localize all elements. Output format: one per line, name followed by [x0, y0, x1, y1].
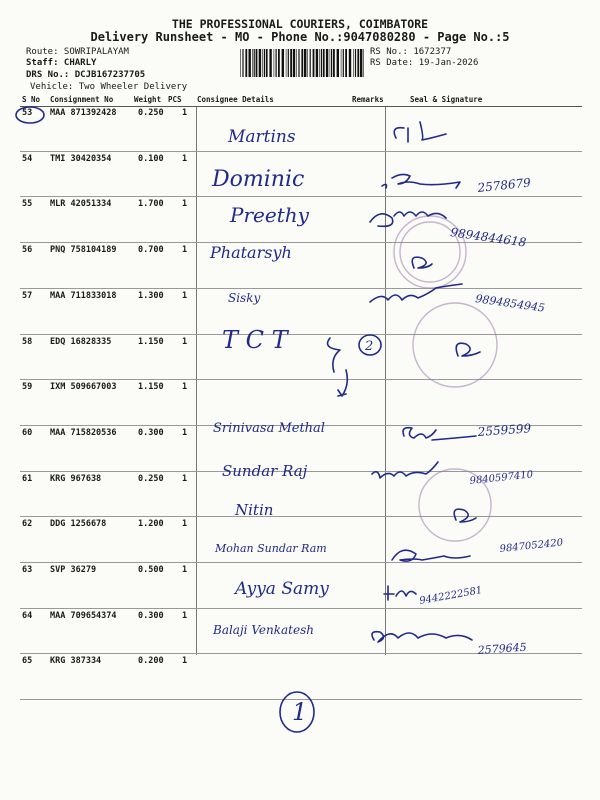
- cell-pcs: 1: [182, 290, 188, 301]
- staff-label: Staff: CHARLY: [26, 58, 97, 68]
- runsheet-subtitle: Delivery Runsheet - MO - Phone No.:9047080280 - Page No.:5: [90, 30, 510, 44]
- col-pcs: PCS: [168, 95, 182, 104]
- handwritten-phone: 2578679: [476, 175, 532, 195]
- cell-sno: 65: [22, 656, 33, 667]
- handwritten-name: T C T: [222, 326, 288, 354]
- handwritten-name: Dominic: [212, 167, 305, 192]
- col-remarks: Remarks: [352, 95, 384, 104]
- route-label: Route: SOWRIPALAYAM: [26, 47, 129, 57]
- handwritten-phone: 9840597410: [469, 469, 534, 487]
- cell-pcs: 1: [182, 610, 188, 621]
- cell-pcs: 1: [182, 153, 188, 164]
- handwritten-name: Ayya Samy: [235, 579, 329, 599]
- cell-pcs: 1: [182, 245, 188, 256]
- signature-scribbles: [328, 122, 480, 642]
- col-consignment: Consignment No: [50, 95, 114, 104]
- cell-weight: 0.500: [138, 565, 164, 575]
- cell-consignment: SVP 36279: [50, 565, 97, 575]
- handwritten-name: Sundar Raj: [222, 462, 308, 480]
- cell-weight: 0.700: [138, 245, 164, 256]
- cell-sno: 57: [22, 290, 33, 301]
- cell-weight: 1.150: [138, 382, 164, 393]
- handwritten-name: Phatarsyh: [210, 243, 292, 262]
- cell-weight: 0.250: [138, 473, 164, 484]
- handwritten-name: Nitin: [235, 501, 274, 519]
- handwritten-page-number: 1: [292, 698, 308, 726]
- cell-sno: 60: [22, 427, 33, 438]
- vehicle-label: Vehicle: Two Wheeler Delivery: [30, 82, 188, 92]
- handwritten-name: Mohan Sundar Ram: [215, 542, 327, 555]
- cell-consignment: MLR 42051334: [50, 199, 112, 210]
- cell-consignment: DDG 1256678: [50, 519, 107, 530]
- cell-pcs: 1: [182, 427, 188, 438]
- handwritten-phone: 9847052420: [499, 537, 564, 555]
- handwritten-phone: 2579645: [477, 640, 528, 657]
- circle-mark: [16, 107, 44, 123]
- cell-weight: 1.300: [138, 290, 164, 301]
- cell-consignment: KRG 967638: [50, 473, 102, 484]
- cell-pcs: 1: [182, 656, 188, 667]
- drs-label: DRS No.: DCJB167237705: [26, 70, 146, 80]
- cell-consignment: MAA 711833018: [50, 290, 117, 301]
- cell-sno: 63: [22, 565, 33, 575]
- handwritten-phone: 9442222581: [418, 585, 484, 607]
- cell-weight: 0.100: [138, 153, 164, 164]
- cell-consignment: EDQ 16828335: [50, 336, 112, 347]
- cell-pcs: 1: [182, 336, 188, 347]
- cell-sno: 56: [22, 245, 33, 256]
- cell-pcs: 1: [182, 199, 188, 210]
- cell-weight: 0.300: [138, 427, 164, 438]
- handwritten-name: Balaji Venkatesh: [213, 623, 314, 637]
- cell-pcs: 1: [182, 108, 188, 118]
- cell-sno: 61: [22, 473, 33, 484]
- handwritten-phone: 9894854945: [474, 292, 546, 315]
- handwritten-phone: 2559599: [477, 421, 532, 439]
- cell-pcs: 1: [182, 473, 188, 484]
- cell-consignment: KRG 387334: [50, 656, 102, 667]
- cell-sno: 62: [22, 519, 33, 530]
- cell-weight: 0.250: [138, 108, 164, 118]
- cell-sno: 54: [22, 153, 33, 164]
- cell-weight: 0.300: [138, 610, 164, 621]
- col-weight: Weight: [134, 95, 162, 104]
- cell-sno: 55: [22, 199, 33, 210]
- cell-pcs: 1: [182, 519, 188, 530]
- cell-consignment: PNQ 758104189: [50, 245, 117, 256]
- cell-pcs: 1: [182, 382, 188, 393]
- handwritten-phone: 9894844618: [449, 225, 528, 250]
- cell-weight: 1.150: [138, 336, 164, 347]
- col-consignee: Consignee Details: [197, 95, 274, 104]
- cell-consignment: MAA 709654374: [50, 610, 117, 621]
- handwritten-mark: 2: [365, 339, 374, 354]
- cell-pcs: 1: [182, 565, 188, 575]
- handwritten-name: Sisky: [228, 291, 261, 305]
- handwritten-name: Srinivasa Methal: [213, 421, 325, 436]
- cell-consignment: MAA 715820536: [50, 427, 117, 438]
- cell-consignment: MAA 871392428: [50, 108, 117, 118]
- cell-weight: 1.200: [138, 519, 164, 530]
- handwritten-name: Preethy: [230, 203, 309, 227]
- cell-weight: 0.200: [138, 656, 164, 667]
- handwritten-name: Martins: [228, 127, 296, 147]
- col-sno: S No: [22, 95, 41, 104]
- cell-sno: 53: [22, 108, 33, 118]
- cell-consignment: IXM 509667003: [50, 382, 117, 393]
- company-title: THE PROFESSIONAL COURIERS, COIMBATORE: [171, 17, 429, 31]
- stamp-seal: [394, 216, 497, 541]
- rs-number: RS No.: 1672377: [370, 47, 452, 57]
- cell-sno: 59: [22, 382, 33, 393]
- cell-sno: 64: [22, 610, 33, 621]
- rs-date: RS Date: 19-Jan-2026: [370, 58, 479, 68]
- cell-weight: 1.700: [138, 199, 164, 210]
- col-seal: Seal & Signature: [410, 95, 483, 104]
- cell-sno: 58: [22, 336, 33, 347]
- cell-consignment: TMI 30420354: [50, 153, 112, 164]
